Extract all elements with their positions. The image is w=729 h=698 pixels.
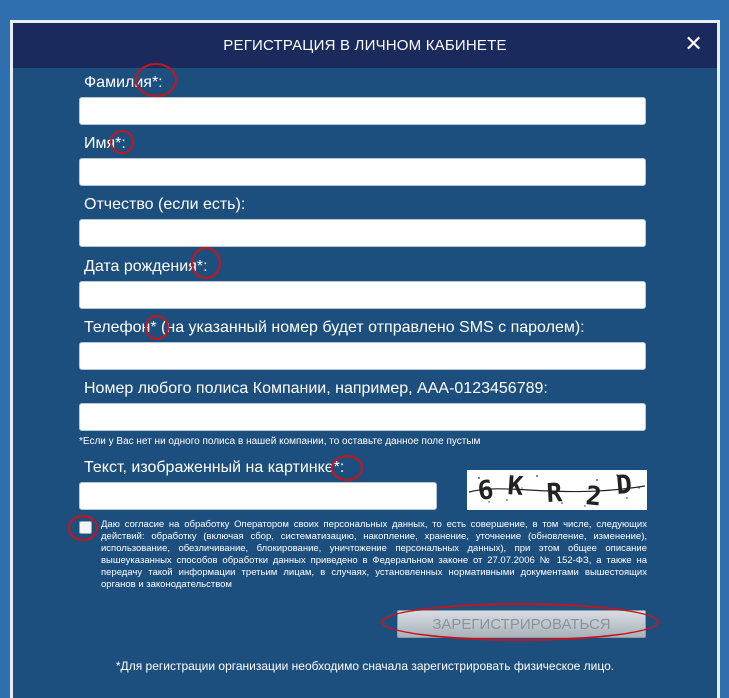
- consent-text: Даю согласие на обработку Оператором своих персональных данных, то есть совершение, в том числе, следующих действий: обработку (включая сбор, систематизацию, накопление, хранение, уточнение (обновление, изменение), использование, обезличивание, блокирование, уничтожение персональных данных), при этом общее описание вышеуказанных способов обработки данных приведено в Федеральном законе от 27.07.2006 № 152-ФЗ, а также на передачу такой информации третьим лицам, в случаях, установленных нормативными документами вышестоящих органов и законодательством: [101, 519, 647, 590]
- captcha-char: D: [614, 470, 634, 501]
- lastname-label: Фамилия*:: [84, 74, 163, 91]
- captcha-label: Текст, изображенный на картинке*:: [84, 459, 345, 476]
- lastname-input[interactable]: [79, 97, 646, 125]
- captcha-image: [467, 470, 647, 510]
- modal-title: РЕГИСТРАЦИЯ В ЛИЧНОМ КАБИНЕТЕ: [223, 37, 507, 54]
- captcha-char: R: [545, 478, 564, 509]
- modal-titlebar: [13, 23, 717, 68]
- captcha-input[interactable]: [79, 482, 437, 510]
- phone-input[interactable]: [79, 342, 646, 370]
- registration-modal: [10, 20, 720, 698]
- footer-note: *Для регистрации организации необходимо сначала зарегистрировать физическое лицо.: [115, 659, 615, 673]
- policy-input[interactable]: [79, 403, 646, 431]
- close-icon[interactable]: ✕: [684, 31, 703, 56]
- patronymic-input[interactable]: [79, 219, 646, 247]
- patronymic-label: Отчество (если есть):: [84, 196, 246, 213]
- captcha-char: 2: [584, 481, 603, 510]
- firstname-label: Имя*:: [84, 135, 126, 152]
- phone-label: Телефон* (на указанный номер будет отправлено SMS с паролем):: [84, 319, 585, 336]
- firstname-input[interactable]: [79, 158, 646, 186]
- captcha-char: K: [506, 471, 525, 503]
- captcha-char: 6: [475, 475, 496, 507]
- register-button[interactable]: ЗАРЕГИСТРИРОВАТЬСЯ: [397, 610, 646, 638]
- birthdate-label: Дата рождения*:: [84, 258, 208, 275]
- consent-checkbox[interactable]: [79, 521, 92, 534]
- policy-label: Номер любого полиса Компании, например, ААА-0123456789:: [84, 380, 548, 397]
- birthdate-input[interactable]: [79, 281, 646, 309]
- policy-note: *Если у Вас нет ни одного полиса в нашей компании, то оставьте данное поле пустым: [79, 436, 481, 447]
